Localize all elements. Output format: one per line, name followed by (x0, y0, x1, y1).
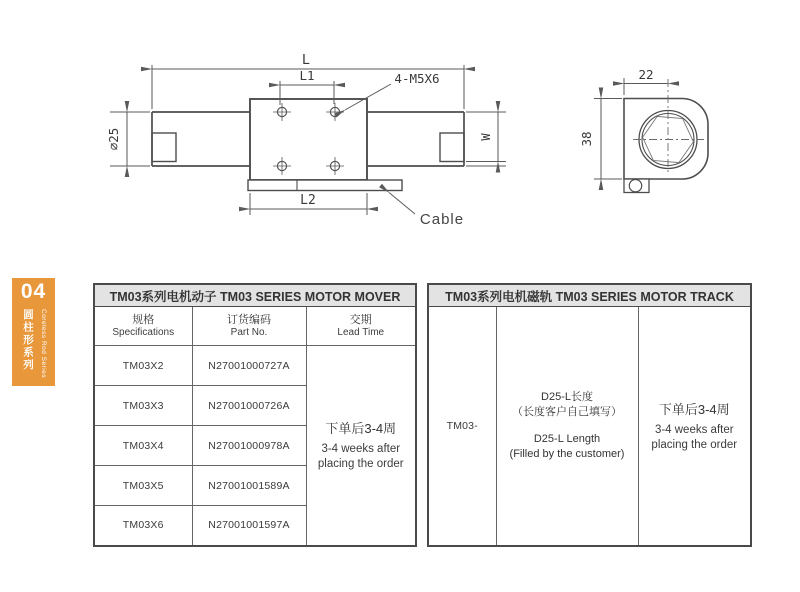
base-plate (248, 180, 402, 191)
lead-time-cell: 下单后3-4周 3-4 weeks after placing the order (306, 346, 416, 546)
length-en: D25-L Length (533, 432, 601, 445)
mover-block (250, 99, 367, 180)
cable-callout (389, 193, 464, 229)
dim-W (466, 112, 506, 166)
cable-label: Cable (419, 211, 465, 228)
mover-table (93, 283, 417, 547)
track-table-title: TM03系列电机磁轨 TM03 SERIES MOTOR TRACK (428, 284, 751, 307)
series-title-cn: 圆柱形系列 (22, 309, 34, 372)
table-header-row (94, 307, 416, 346)
dim-L2 (250, 193, 367, 215)
length-en-note: (Filled by the customer) (509, 447, 625, 460)
table-row (94, 346, 416, 386)
dim-L2-label: L2 (300, 193, 316, 208)
dim-diameter-label: ∅25 (106, 127, 121, 151)
table-row (428, 307, 751, 546)
dim-L-label: L (301, 52, 311, 68)
dim-L1-label: L1 (299, 68, 315, 83)
spec-cell: TM03X4 (94, 426, 192, 466)
dim-22 (624, 67, 668, 95)
technical-drawing (0, 0, 800, 260)
spec-cell: TM03X3 (94, 386, 192, 426)
track-table (427, 283, 752, 547)
part-cell: N27001000727A (192, 346, 306, 386)
table-title-row (428, 284, 751, 307)
dim-38 (579, 99, 622, 180)
spec-cell: TM03X5 (94, 466, 192, 506)
table-title-row (94, 284, 416, 307)
holes-callout-label: 4-M5X6 (394, 71, 440, 86)
part-cell: N27001001597A (192, 506, 306, 546)
length-cell (496, 307, 638, 546)
model-cell: TM03- (428, 307, 496, 546)
front-view (106, 52, 506, 228)
dim-W-label: W (479, 133, 493, 141)
dim-diameter (106, 112, 150, 166)
part-cell: N27001000726A (192, 386, 306, 426)
cable-gland (624, 179, 649, 193)
series-tab (12, 278, 55, 386)
col-header-part: 订货编码 Part No. (192, 307, 306, 346)
part-cell: N27001000978A (192, 426, 306, 466)
dim-22-label: 22 (638, 67, 654, 82)
spec-cell: TM03X2 (94, 346, 192, 386)
col-header-lead: 交期 Lead Time (306, 307, 416, 346)
spec-cell: TM03X6 (94, 506, 192, 546)
dim-38-label: 38 (579, 131, 594, 147)
series-title-en: Coreless Rod Series (40, 309, 47, 379)
mover-table-title: TM03系列电机动子 TM03 SERIES MOTOR MOVER (94, 284, 416, 307)
lead-time-cell: 下单后3-4周 3-4 weeks after placing the order (638, 307, 751, 546)
length-cn-note: （长度客户自己填写） (512, 405, 622, 418)
col-header-spec: 规格 Specifications (94, 307, 192, 346)
length-cn: D25-L长度 (541, 390, 593, 403)
series-number: 04 (20, 280, 47, 303)
side-view (579, 67, 708, 193)
part-cell: N27001001589A (192, 466, 306, 506)
